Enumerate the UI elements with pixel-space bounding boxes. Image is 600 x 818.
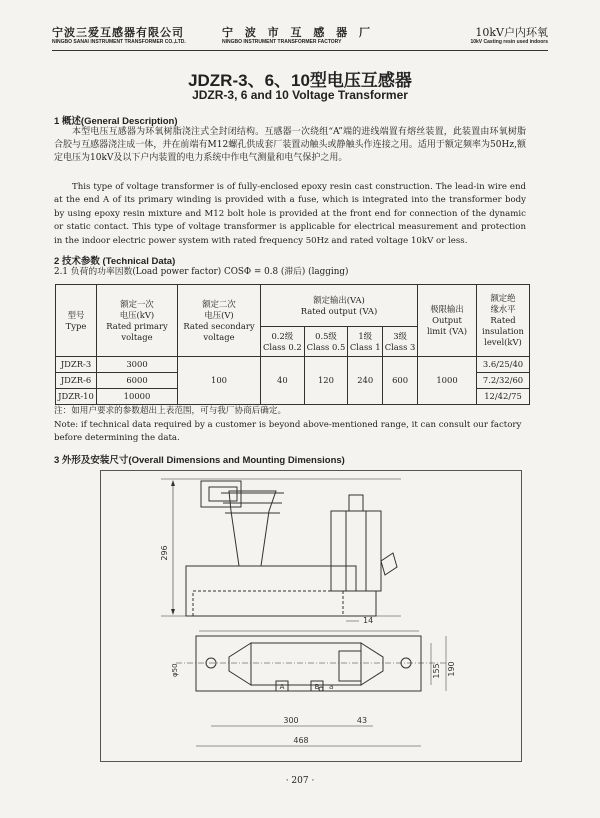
cell-output-0-5: 120 bbox=[304, 357, 348, 405]
th-class-0-2: 0.2级 Class 0.2 bbox=[261, 327, 305, 357]
dim-diameter-50: φ50 bbox=[171, 663, 179, 677]
terminal-a-label: A bbox=[279, 683, 285, 691]
section1-heading: 1 概述(General Description) bbox=[54, 116, 178, 127]
company1-cn: 宁波三爱互感器有限公司 bbox=[52, 26, 184, 39]
dim-468: 468 bbox=[293, 736, 309, 745]
category-cn: 10kV户内环氧 bbox=[475, 26, 548, 39]
note-cn: 注：如用户要求的参数超出上表范围，可与我厂协商后确定。 bbox=[54, 406, 287, 416]
th-class-3: 3级 Class 3 bbox=[383, 327, 418, 357]
th-secondary: 额定二次 电压(V) Rated secondary voltage bbox=[178, 285, 261, 357]
top-left-flare bbox=[229, 643, 251, 685]
th-insulation: 额定绝 缘水平 Rated insulation level(kV) bbox=[477, 285, 530, 357]
section1-cn-text: 本型电压互感器为环氧树脂浇注式全封闭结构。互感器一次绕组“A”端的进线端置有熔丝装置，此装置由环氧树脂合胶与互感器浇注成一体，并在前端有M12螺孔供成套厂装置动触头或静触头作连接之用。适用于额定频率为50Hz,额定电压为10kV及以下户内装置的电力系统中作电气测量和电气保护之用。 bbox=[54, 127, 526, 164]
section3-heading: 3 外形及安装尺寸(Overall Dimensions and Mounting Dimensions) bbox=[54, 455, 345, 466]
cell-output-3: 600 bbox=[383, 357, 418, 405]
technical-data-table bbox=[55, 284, 530, 405]
cell-limit: 1000 bbox=[418, 357, 477, 405]
cell-output-1: 240 bbox=[348, 357, 383, 405]
cell-primary: 3000 bbox=[97, 357, 178, 373]
th-primary: 额定一次 电压(kV) Rated primary voltage bbox=[97, 285, 178, 357]
cell-primary: 10000 bbox=[97, 389, 178, 405]
dim-190: 190 bbox=[447, 661, 456, 677]
dim-296: 296 bbox=[160, 545, 169, 561]
dim-155: 155 bbox=[432, 663, 441, 679]
page-header bbox=[52, 24, 548, 50]
base-plate bbox=[196, 636, 421, 691]
top-body bbox=[251, 643, 361, 685]
top-right-flare bbox=[361, 643, 383, 685]
company2-cn: 宁 波 市 互 感 器 厂 bbox=[222, 26, 374, 39]
terminal-b-label: B bbox=[314, 683, 320, 691]
cell-type: JDZR-6 bbox=[56, 373, 97, 389]
th-class-1: 1级 Class 1 bbox=[348, 327, 383, 357]
cell-insulation: 12/42/75 bbox=[477, 389, 530, 405]
th-type: 型号 Type bbox=[56, 285, 97, 357]
load-power-factor: 2.1 负荷的功率因数(Load power factor) COSΦ = 0.8 (滞后) (lagging) bbox=[54, 267, 349, 277]
cell-insulation: 3.6/25/40 bbox=[477, 357, 530, 373]
terminal-box bbox=[381, 553, 397, 575]
dim-300: 300 bbox=[283, 716, 299, 725]
th-output-limit: 极限输出 Output limit (VA) bbox=[418, 285, 477, 357]
section2-heading: 2 技术参数 (Technical Data) bbox=[54, 256, 176, 267]
dimension-drawing bbox=[100, 470, 522, 762]
company1-en: NINGBO SANAI INSTRUMENT TRANSFORMER CO.,LTD. bbox=[52, 39, 186, 45]
insulator-body bbox=[229, 491, 276, 566]
cell-primary: 6000 bbox=[97, 373, 178, 389]
page-number: · 207 · bbox=[285, 776, 315, 786]
table-row bbox=[56, 357, 530, 373]
dim-43: 43 bbox=[356, 716, 368, 725]
terminal-dot-label: a bbox=[329, 683, 334, 691]
th-class-0-5: 0.5级 Class 0.5 bbox=[304, 327, 348, 357]
cell-output-0-2: 40 bbox=[261, 357, 305, 405]
cell-secondary: 100 bbox=[178, 357, 261, 405]
note-en: Note: if technical data required by a customer is beyond above-mentioned range, it can consult our factory before determining the data. bbox=[54, 420, 522, 444]
company2-en: NINGBO INSTRUMENT TRANSFORMER FACTORY bbox=[222, 39, 342, 45]
page-subtitle: JDZR-3, 6 and 10 Voltage Transformer bbox=[192, 88, 408, 102]
transformer-outline-drawing bbox=[101, 471, 521, 761]
category-en: 10kV Casting resin used indoors bbox=[470, 39, 548, 45]
cell-insulation: 7.2/32/60 bbox=[477, 373, 530, 389]
th-rated-output: 额定输出(VA) Rated output (VA) bbox=[261, 285, 418, 327]
header-rule bbox=[52, 50, 548, 51]
dim-14: 14 bbox=[363, 616, 374, 625]
page-title: JDZR-3、6、10型电压互感器 bbox=[188, 71, 412, 90]
cell-type: JDZR-3 bbox=[56, 357, 97, 373]
section1-en-text: This type of voltage transformer is of fully-enclosed epoxy resin cast construction. The lead-in wire end at the end A of its primary winding is provided with a fuse, which is integrated into the transformer body by using epoxy resin mixture and M12 bolt hole is provided at the front end for connection of the dynamic or static contact. This type of voltage transformer is applicable for electrical measurement and protection in the indoor electric power system with rated frequency 50Hz and rated voltage 10kV or less. bbox=[54, 182, 526, 246]
cell-type: JDZR-10 bbox=[56, 389, 97, 405]
